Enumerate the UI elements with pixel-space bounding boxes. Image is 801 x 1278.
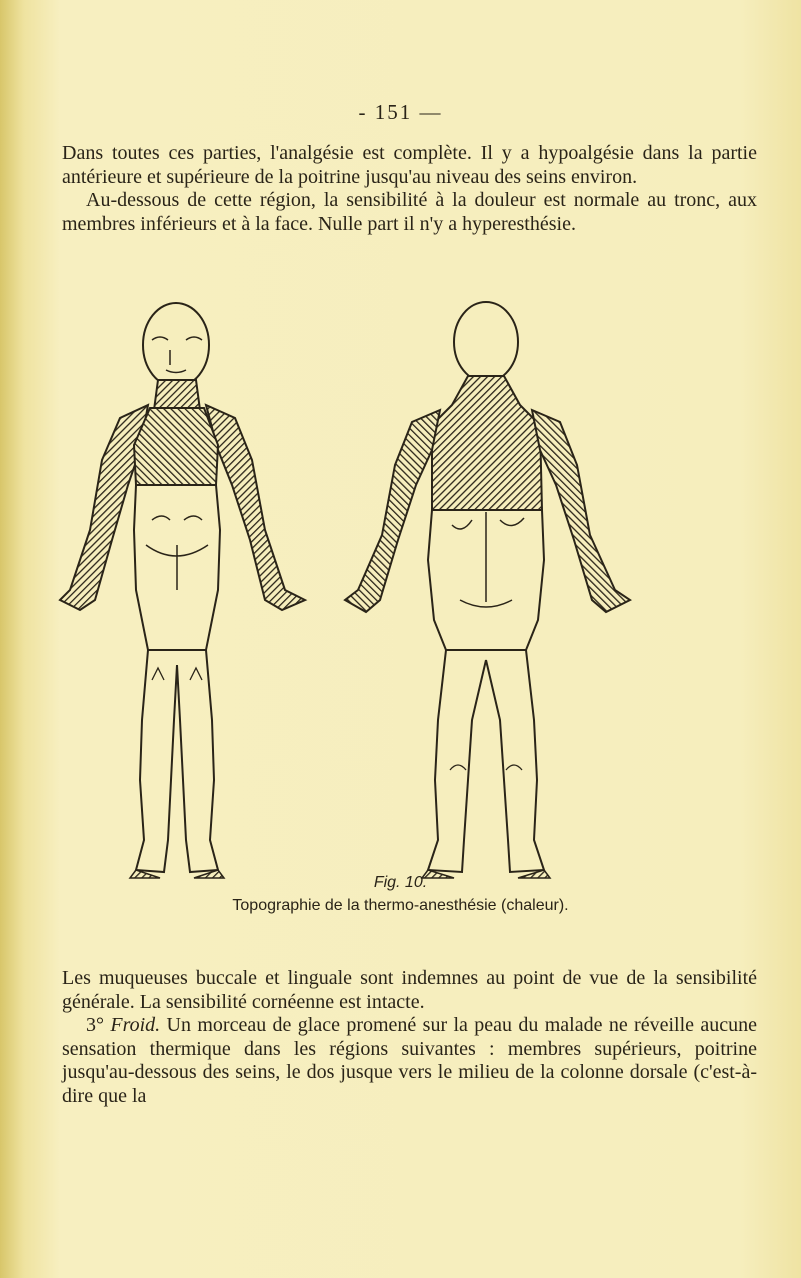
page-number: - 151 — <box>358 100 443 124</box>
paragraph: Au-dessous de cette région, la sensibilité à la douleur est normale au tronc, aux membres inférieurs et à la face. Nulle part il n'y a hyperesthésie. <box>62 189 757 235</box>
section-heading: Froid. <box>110 1014 161 1036</box>
back-body-figure <box>345 302 630 878</box>
text-block-top <box>62 142 757 236</box>
figure-caption: Topographie de la thermo-anesthésie (chaleur). <box>232 897 569 914</box>
figure-label: Fig. 10. <box>373 874 428 891</box>
body-figure-illustration <box>40 300 760 890</box>
paragraph: Dans toutes ces parties, l'analgésie est complète. Il y a hypoalgésie dans la partie antérieure et supérieure de la poitrine jusqu'au niveau des seins environ. <box>62 142 757 188</box>
front-body-figure <box>60 303 305 878</box>
paragraph: Les muqueuses buccale et linguale sont indemnes au point de vue de la sensibilité générale. La sensibilité cornéenne est intacte. <box>62 967 757 1013</box>
section-number: 3° <box>86 1014 104 1036</box>
paragraph-text: Un morceau de glace promené sur la peau du malade ne réveille aucune sensation thermique dans les régions suivantes : membres supérieurs, poitrine jusqu'au-dessous des seins, le dos jusque vers le milieu de la colonne dorsale (c'est-à-dire que la <box>62 1014 758 1107</box>
paragraph <box>62 1014 757 1108</box>
text-block-bottom <box>62 967 757 1108</box>
